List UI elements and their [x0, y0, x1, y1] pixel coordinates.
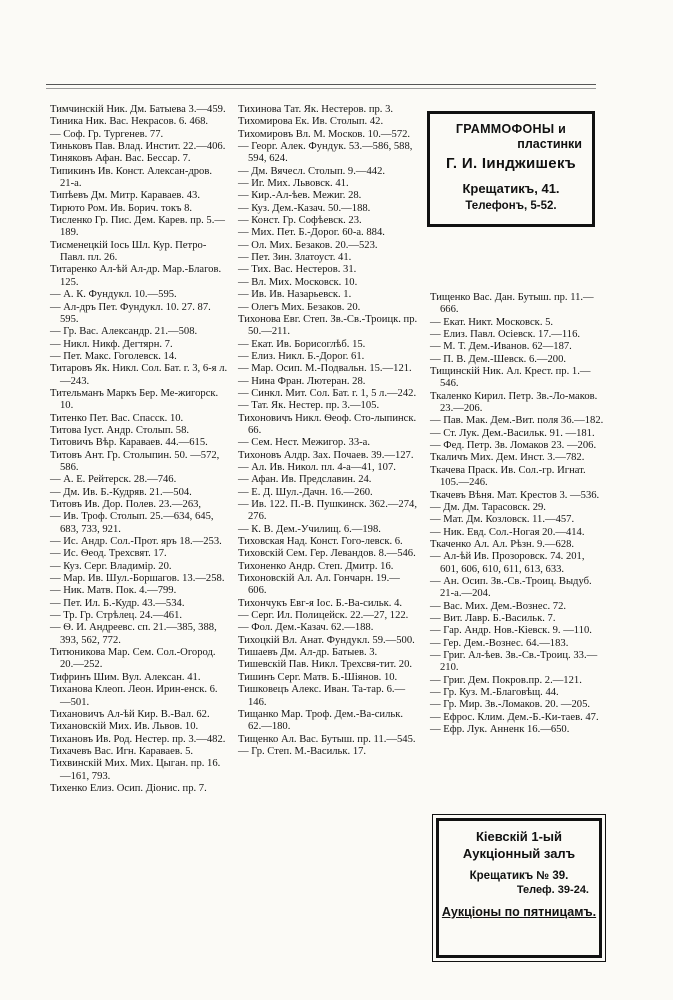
- directory-entry: Титенко Пет. Вас. Спасск. 10.: [50, 412, 184, 424]
- ad2-line4: Телеф. 39-24.: [516, 884, 589, 896]
- directory-entry: Тиняковъ Афан. Вас. Бессар. 7.: [50, 153, 191, 165]
- directory-entry: Титовъ Ив. Дор. Полев. 23.—263,: [50, 499, 202, 510]
- directory-entry: Тихачевъ Вас. Игн. Караваев. 5.: [50, 745, 194, 757]
- directory-entry: Тиника Ник. Вас. Некрасов. 6. 468.: [50, 116, 209, 128]
- directory-entry: — Синкл. Мит. Сол. Бат. г. 1, 5 л.—242.: [238, 387, 417, 399]
- directory-entry: — Гер. Дем.-Вознес. 64.—183.: [430, 637, 569, 649]
- directory-entry: — Куз. Серг. Владимір. 20.: [50, 560, 172, 572]
- directory-entry: — Афан. Ив. Предславин. 24.: [238, 474, 372, 486]
- directory-entry: Тищинскій Ник. Ал. Крест. пр. 1.—546.: [430, 366, 591, 390]
- directory-entry: — Ив. Троф. Столып. 25.—634, 645, 683, 733, 921.: [50, 511, 217, 535]
- directory-entry: Титовичъ Вѣр. Караваев. 44.—615.: [50, 437, 208, 449]
- directory-entry: — Ефр. Лук. Анненк 16.—650.: [430, 724, 570, 736]
- directory-entry: — Гр. Мир. Зв.-Ломаков. 20. —205.: [430, 699, 591, 711]
- directory-entry: Тихоновскій Ал. Ал. Гончарн. 19.—606.: [238, 573, 400, 597]
- directory-entry: — Кир.-Ал-ѣев. Межиг. 28.: [238, 190, 362, 202]
- directory-entry: — Ѳ. И. Андреевс. сп. 21.—385, 388, 393, 562, 772.: [50, 622, 220, 646]
- directory-entry: — Ан. Осип. Зв.-Св.-Троиц. Выдуб. 21-а.—204.: [430, 575, 595, 600]
- directory-entry: — Ник. Матв. Пок. 4.—799.: [50, 585, 177, 597]
- directory-entry: Ткачева Праск. Ив. Сол.-гр. Игнат. 105.—246.: [430, 464, 589, 489]
- directory-entry: — Гр. Степ. М.-Васильк. 17.: [238, 745, 367, 757]
- directory-entry: — Серг. Ил. Полицейск. 22.—27, 122.: [238, 610, 409, 622]
- directory-entry: — Ал. Ив. Никол. пл. 4-а—41, 107.: [238, 461, 396, 473]
- directory-entry: Тихановъ Ив. Род. Нестер. пр. 3.—482.: [50, 733, 226, 745]
- directory-entry: — Ис. Ѳеод. Трехсвят. 17.: [50, 548, 167, 560]
- directory-entry: Тишаевъ Дм. Ал-др. Батыев. 3.: [238, 647, 378, 659]
- directory-entry: Ткаченко Ал. Ал. Рѣзн. 9.—628.: [430, 538, 575, 550]
- directory-entry: — Вит. Лавр. Б.-Васильк. 7.: [430, 612, 556, 624]
- directory-entry: — Гр. Вас. Александр. 21.—508.: [50, 326, 198, 338]
- directory-entry: Тишковецъ Алекс. Иван. Та-тар. 6.—146.: [238, 684, 406, 708]
- directory-entry: Тищенко Вас. Дан. Бутыш. пр. 11.—666.: [430, 292, 594, 316]
- directory-entry: — Ал-ѣй Ив. Прозоровск. 74. 201, 601, 606, 610, 611, 613, 633.: [430, 551, 588, 575]
- directory-entry: Тихоновичъ Никл. Ѳеоф. Сто-лыпинск. 66.: [238, 412, 419, 436]
- directory-entry: — Ол. Мих. Безаков. 20.—523.: [238, 239, 378, 251]
- directory-entry: — Елиз. Павл. Осіевск. 17.—116.: [430, 329, 581, 341]
- ad2-line5: Аукціоны по пятницамъ.: [441, 905, 597, 919]
- directory-entry: — Ис. Андр. Сол.-Прот. яръ 18.—253.: [50, 536, 222, 548]
- directory-entry: — Екат. Ив. Борисоглѣб. 15.: [238, 338, 366, 350]
- directory-entry: — Тат. Як. Нестер. пр. 3.—105.: [238, 400, 380, 412]
- directory-entry: Тихоненко Андр. Степ. Дмитр. 16.: [238, 560, 394, 572]
- directory-entry: Тиханова Клеоп. Леон. Ирин-енск. 6.—501.: [50, 684, 218, 708]
- directory-entry: — Гр. Куз. М.-Благовѣщ. 44.: [430, 687, 559, 698]
- directory-entry: — М. Т. Дем.-Иванов. 62—187.: [430, 341, 572, 353]
- directory-entry: Титаренко Ал-ѣй Ал-др. Мар.-Благов. 125.: [50, 264, 224, 288]
- directory-entry: Тихинова Тат. Як. Нестеров. пр. 3.: [238, 104, 394, 115]
- directory-entry: — Пет. Ил. Б.-Кудр. 43.—534.: [50, 597, 185, 609]
- directory-entry: Тихомирова Ек. Ив. Столып. 42.: [238, 116, 384, 128]
- directory-entry: Тиховскій Сем. Гер. Левандов. 8.—546.: [238, 548, 416, 560]
- auction-advertisement: [436, 818, 602, 958]
- directory-entry: — Иг. Мих. Львовск. 41.: [238, 178, 349, 190]
- ad2-line1: Кіевскій 1-ый: [475, 829, 563, 844]
- directory-entry: Тихоновъ Алдр. Зах. Почаев. 39.—127.: [238, 449, 414, 461]
- directory-entry: — Мар. Осип. М.-Подвальн. 15.—121.: [238, 363, 412, 375]
- ad1-line4: Крещатикъ, 41.: [462, 181, 560, 196]
- directory-entry: — Е. Д. Шул.-Дачн. 16.—260.: [238, 486, 373, 498]
- directory-entry: — Никл. Никф. Дегтярн. 7.: [50, 338, 173, 350]
- ad1-line2: пластинки: [517, 137, 582, 151]
- directory-entry: — Пет. Зин. Златоуст. 41.: [238, 252, 352, 264]
- directory-column-2: [238, 104, 418, 758]
- directory-entry: — Ефрос. Клим. Дем.-Б.-Ки-таев. 47.: [430, 711, 599, 723]
- directory-entry: Тихонова Евг. Степ. Зв.-Св.-Троицк. пр. 50.—211.: [238, 313, 420, 338]
- directory-entry: Тишевскій Пав. Никл. Трехсвя-тит. 20.: [238, 659, 413, 671]
- directory-entry: — Пет. Макс. Гоголевск. 14.: [50, 350, 177, 362]
- directory-entry: — Мат. Дм. Козловск. 11.—457.: [430, 514, 575, 526]
- directory-entry: Тищенко Ал. Вас. Бутыш. пр. 11.—545.: [238, 733, 416, 745]
- directory-entry: Тихомировъ Вл. М. Москов. 10.—572.: [238, 128, 411, 140]
- directory-entry: Типикинъ Ив. Конст. Алексан-дров. 21-а.: [50, 165, 215, 190]
- directory-entry: Тихановскій Мих. Ив. Львов. 10.: [50, 721, 199, 733]
- directory-entry: — Григ. Дем. Покров.пр. 2.—121.: [430, 674, 582, 686]
- directory-entry: Тисменецкій Іось Шл. Кур. Петро-Павл. пл. 26.: [50, 239, 207, 264]
- directory-entry: Титовъ Ант. Гр. Столыпин. 50. —572, 586.: [50, 449, 222, 473]
- directory-entry: — Тр. Гр. Стрѣлец. 24.—461.: [50, 610, 183, 622]
- top-rule-thin: [46, 88, 596, 89]
- directory-entry: — Мар. Ив. Шул.-Боршагов. 13.—258.: [50, 573, 225, 585]
- directory-column-1: [50, 104, 228, 795]
- directory-entry: Титова Іуст. Андр. Столып. 58.: [50, 424, 190, 436]
- directory-entry: — Сем. Нест. Межигор. 33-а.: [238, 437, 371, 449]
- directory-entry: Тиньковъ Пав. Влад. Инстит. 22.—406.: [50, 141, 226, 153]
- directory-entry: Титаровъ Як. Никл. Сол. Бат. г. 3, 6-я л.—243.: [50, 363, 228, 387]
- directory-entry: Тисленко Гр. Пис. Дем. Карев. пр. 5.—189.: [50, 215, 225, 239]
- directory-entry: — К. В. Дем.-Училищ. 6.—198.: [238, 523, 381, 535]
- directory-entry: Тихенко Елиз. Осип. Діонис. пр. 7.: [50, 782, 207, 794]
- ad2-line3: Крещатикъ № 39.: [469, 870, 569, 882]
- directory-entry: — Нина Фран. Лютеран. 28.: [238, 375, 366, 387]
- directory-entry: — Тих. Вас. Нестеров. 31.: [238, 264, 357, 276]
- directory-column-3: [430, 292, 605, 736]
- directory-entry: Типѣевъ Дм. Митр. Караваев. 43.: [50, 190, 200, 202]
- gramophone-advertisement: [427, 111, 595, 227]
- ad2-line2: Аукціонный залъ: [462, 846, 576, 861]
- ad1-line3: Г. И. Іинджишекъ: [446, 155, 576, 172]
- directory-entry: Тищанко Мар. Троф. Дем.-Ва-сильк. 62.—180.: [238, 708, 406, 733]
- directory-entry: — Олегъ Мих. Безаков. 20.: [238, 301, 361, 313]
- directory-entry: — Екат. Никт. Московск. 5.: [430, 316, 554, 328]
- directory-entry: — Мих. Пет. Б.-Дорог. 60-а. 884.: [238, 227, 385, 239]
- directory-entry: — Конст. Гр. Софѣевск. 23.: [238, 215, 362, 227]
- directory-entry: Титюникова Мар. Сем. Сол.-Огород. 20.—252.: [50, 647, 219, 671]
- directory-entry: Ткаленко Кирил. Петр. Зв.-Ло-маков. 23.—206.: [430, 390, 600, 415]
- directory-entry: — Ив. 122. П.-В. Пушкинск. 362.—274, 276.: [238, 499, 420, 523]
- directory-entry: — Вл. Мих. Московск. 10.: [238, 276, 358, 288]
- directory-entry: Тихановичъ Ал-ѣй Кир. В.-Вал. 62.: [50, 708, 210, 720]
- directory-entry: — Фол. Дем.-Казач. 62.—188.: [238, 622, 374, 634]
- directory-entry: Тифринъ Шим. Вул. Алексан. 41.: [50, 671, 201, 683]
- directory-entry: — Фед. Петр. Зв. Ломаков 23. —206.: [430, 440, 597, 452]
- directory-entry: — Григ. Ал-ѣев. Зв.-Св.-Троиц. 33.—210.: [430, 649, 598, 674]
- directory-entry: Тирюто Ром. Ив. Борич. токъ 8.: [50, 202, 193, 214]
- directory-entry: — Пав. Мак. Дем.-Вит. поля 36.—182.: [430, 415, 604, 427]
- directory-entry: — Ал-дръ Пет. Фундукл. 10. 27. 87. 595.: [50, 301, 214, 325]
- directory-entry: Тимчинскій Ник. Дм. Батыева 3.—459.: [50, 104, 226, 115]
- directory-entry: — Дм. Ив. Б.-Кудряв. 21.—504.: [50, 486, 192, 498]
- top-rule: [46, 84, 596, 85]
- directory-entry: — А. К. Фундукл. 10.—595.: [50, 289, 177, 301]
- directory-entry: — П. В. Дем.-Шевск. 6.—200.: [430, 353, 567, 365]
- directory-entry: — Дм. Вячесл. Столып. 9.—442.: [238, 165, 386, 177]
- directory-entry: Тихвинскій Мих. Мих. Цыган. пр. 16.—161, 793.: [50, 758, 221, 782]
- directory-entry: — Георг. Алек. Фундук. 53.—586, 588, 594, 624.: [238, 141, 416, 165]
- directory-entry: Тиховская Над. Конст. Гого-левск. 6.: [238, 536, 403, 548]
- directory-entry: — А. Е. Рейтерск. 28.—746.: [50, 474, 177, 486]
- directory-entry: — Дм. Дм. Тарасовск. 29.: [430, 501, 546, 513]
- directory-entry: Тихончукъ Евг-я Іос. Б.-Ва-сильк. 4.: [238, 597, 403, 609]
- directory-entry: — Куз. Дем.-Казач. 50.—188.: [238, 202, 371, 214]
- directory-entry: Тительманъ Маркъ Бер. Ме-жигорск. 10.: [50, 387, 221, 412]
- directory-entry: — Ст. Лук. Дем.-Васильк. 91. —181.: [430, 427, 595, 439]
- directory-entry: — Елиз. Никл. Б.-Дорог. 61.: [238, 350, 365, 362]
- ad1-line1: ГРАММОФОНЫ и: [455, 122, 567, 136]
- directory-entry: — Гар. Андр. Нов.-Кіевск. 9. —110.: [430, 625, 592, 637]
- directory-entry: — Соф. Гр. Тургенев. 77.: [50, 128, 164, 140]
- directory-entry: Тишинъ Серг. Матв. Б.-Шіянов. 10.: [238, 671, 398, 683]
- directory-entry: — Вас. Мих. Дем.-Вознес. 72.: [430, 600, 567, 612]
- ad1-line5: Телефонъ, 5-52.: [465, 200, 557, 212]
- directory-entry: Тихоцкій Вл. Анат. Фундукл. 59.—500.: [238, 634, 415, 646]
- directory-entry: Ткаличъ Мих. Дем. Инст. 3.—782.: [430, 452, 585, 464]
- directory-entry: — Ив. Ив. Назарьевск. 1.: [238, 289, 352, 301]
- directory-entry: — Ник. Евд. Сол.-Ногая 20.—414.: [430, 526, 585, 538]
- directory-entry: Ткачевъ Вѣня. Мат. Крестов 3. —536.: [430, 489, 600, 501]
